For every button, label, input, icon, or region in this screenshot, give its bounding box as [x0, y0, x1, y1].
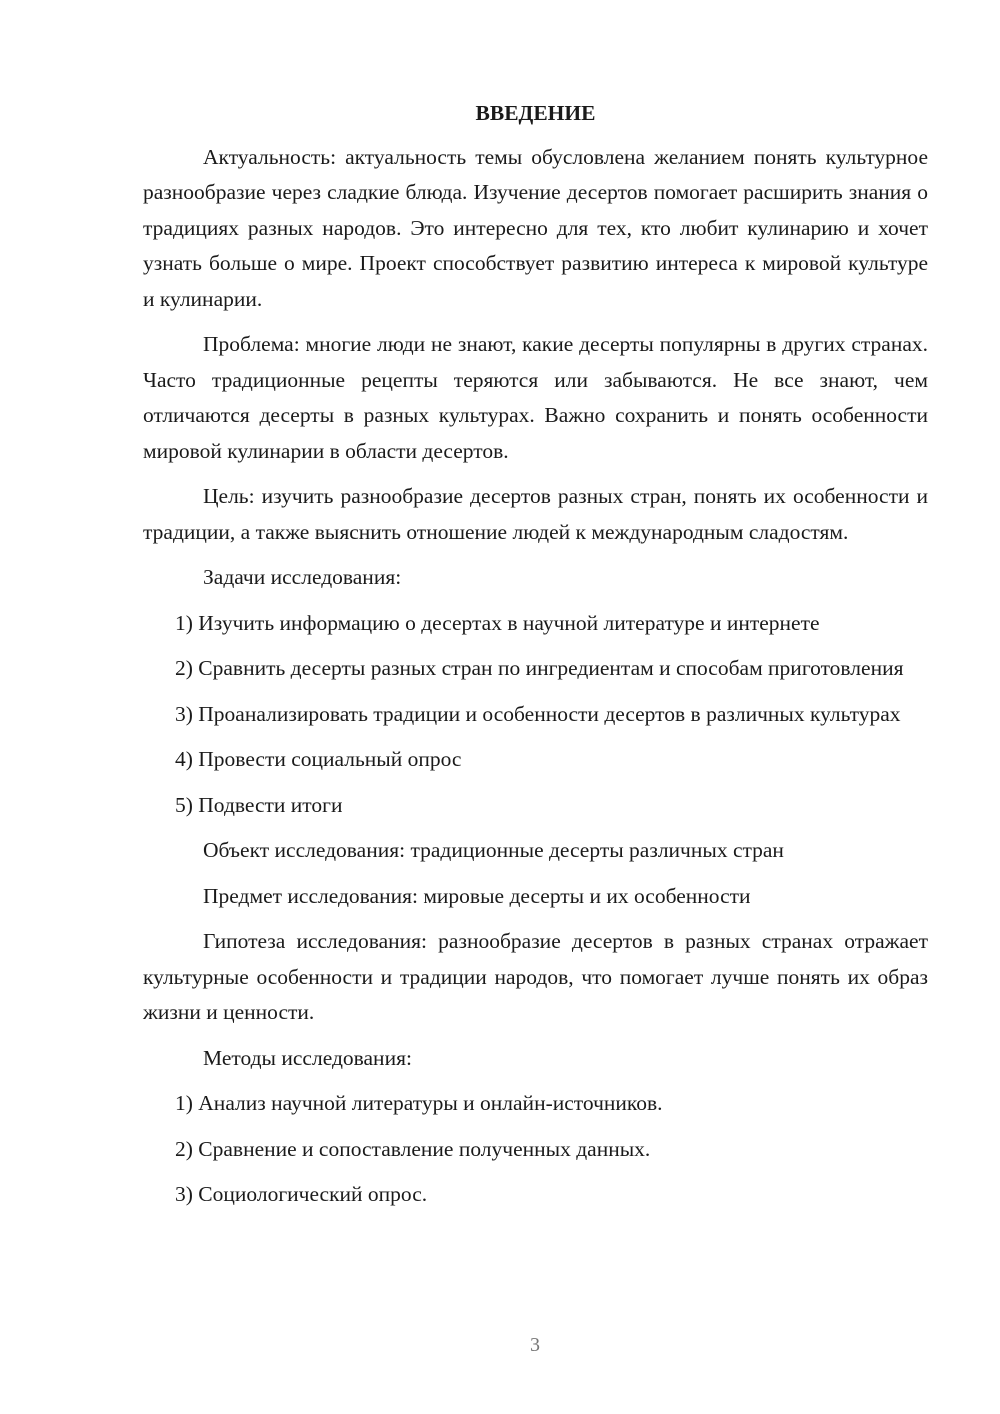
problem-paragraph: Проблема: многие люди не знают, какие десерты популярны в других странах. Часто традиционные рецепты теряются или забываются. Не все знают, чем отличаются десерты в разных культурах. Важно сохранить и понять особенности мировой кулинарии в области десертов.	[143, 332, 928, 463]
task-item-2: 2) Сравнить десерты разных стран по ингредиентам и способам приготовления	[175, 656, 904, 680]
methods-title: Методы исследования:	[203, 1045, 412, 1070]
method-item-1: 1) Анализ научной литературы и онлайн-источников.	[175, 1091, 663, 1115]
object-paragraph: Объект исследования: традиционные десерты различных стран	[203, 838, 784, 862]
subject-paragraph: Предмет исследования: мировые десерты и их особенности	[203, 883, 751, 908]
method-item-3: 3) Социологический опрос.	[175, 1182, 428, 1206]
page-heading: ВВЕДЕНИЕ	[475, 101, 596, 125]
hypothesis-paragraph: Гипотеза исследования: разнообразие десертов в разных странах отражает культурные особенности и традиции народов, что помогает лучше понять их образ жизни и ценности.	[143, 929, 928, 1024]
method-item-2: 2) Сравнение и сопоставление полученных данных.	[175, 1136, 651, 1161]
task-item-3: 3) Проанализировать традиции и особенности десертов в различных культурах	[175, 701, 901, 726]
relevance-paragraph: Актуальность: актуальность темы обусловлена желанием понять культурное разнообразие через сладкие блюда. Изучение десертов помогает расширить знания о традициях разных народов. Это интересно для тех, кто любит кулинарию и хочет узнать больше о мире. Проект способствует развитию интереса к мировой культуре и кулинарии.	[143, 144, 928, 311]
goal-paragraph: Цель: изучить разнообразие десертов разных стран, понять их особенности и традиции, а также выяснить отношение людей к международным сладостям.	[143, 484, 928, 544]
tasks-title: Задачи исследования:	[203, 565, 402, 589]
task-item-5: 5) Подвести итоги	[175, 792, 343, 817]
task-item-1: 1) Изучить информацию о десертах в научной литературе и интернете	[175, 610, 820, 635]
page-content	[143, 96, 928, 1223]
page-number: 3	[530, 1334, 540, 1356]
task-item-4: 4) Провести социальный опрос	[175, 747, 462, 771]
